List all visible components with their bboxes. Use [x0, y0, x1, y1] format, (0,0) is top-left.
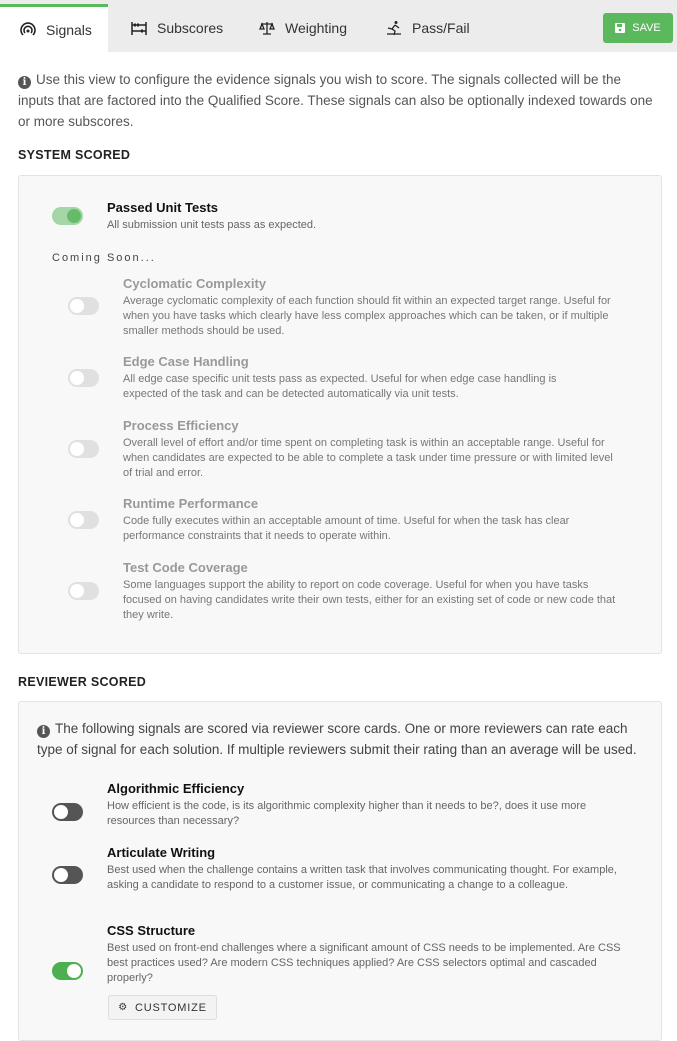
signal-title: Runtime Performance: [123, 496, 259, 511]
cogs-icon: ⚙: [118, 1002, 128, 1013]
signal-desc: Best used when the challenge contains a written task that involves communicating thought. For example, asking a candidate to respond to a customer issue, or communicating a change to a colleague.: [107, 864, 617, 891]
system-scored-panel: [18, 175, 662, 654]
articulate-writing-toggle[interactable]: [52, 866, 83, 884]
info-icon: i: [37, 725, 50, 738]
signal-icon: [20, 22, 36, 38]
intro-text: [18, 69, 658, 132]
test-code-coverage-toggle[interactable]: [68, 582, 99, 600]
signal-title: Algorithmic Efficiency: [107, 781, 245, 796]
signal-desc: Best used on front-end challenges where a significant amount of CSS needs to be implemented. Are CSS best practices used? Are modern CSS techniques applied? Are CSS selectors optimal and cascaded properly?: [107, 942, 621, 984]
signal-desc: Average cyclomatic complexity of each function should fit within an expected target range. Useful for when you have tasks which clearly have less complex approaches which can be taken, or if multiple smaller methods should be used.: [123, 295, 611, 337]
signal-title: Test Code Coverage: [123, 560, 248, 575]
algorithmic-efficiency-toggle[interactable]: [52, 803, 83, 821]
signal-articulate-writing: [107, 845, 627, 893]
scale-icon: [259, 20, 275, 36]
tab-subscores[interactable]: [131, 4, 223, 52]
signal-title: Edge Case Handling: [123, 354, 249, 369]
signal-title: Cyclomatic Complexity: [123, 276, 267, 291]
floppy-icon: [615, 23, 625, 33]
signal-cyclomatic-complexity: [123, 276, 618, 339]
signal-desc: Code fully executes within an acceptable amount of time. Useful for when the task has clear performance constraints that it needs to operate within.: [123, 515, 570, 542]
customize-button[interactable]: [108, 995, 217, 1020]
signal-title: Passed Unit Tests: [107, 200, 219, 215]
system-scored-heading: SYSTEM SCORED: [18, 148, 131, 162]
signal-title: Articulate Writing: [107, 845, 216, 860]
signal-desc: How efficient is the code, is its algorithmic complexity higher than it needs to be?, does it use more resources than necessary?: [107, 800, 587, 827]
tab-label: Subscores: [157, 20, 224, 36]
hurdle-icon: [386, 20, 402, 36]
tab-bar: [0, 0, 677, 52]
customize-label: CUSTOMIZE: [134, 1001, 207, 1014]
css-structure-toggle[interactable]: [52, 962, 83, 980]
coming-soon-label: Coming Soon...: [52, 252, 156, 264]
signal-test-code-coverage: [123, 560, 618, 623]
reviewer-scored-panel: [18, 701, 662, 1041]
runtime-performance-toggle[interactable]: [68, 511, 99, 529]
passed-unit-tests-toggle[interactable]: [52, 207, 83, 225]
signal-desc: All submission unit tests pass as expected.: [107, 219, 317, 231]
reviewer-info: [37, 718, 647, 760]
reviewer-info-label: The following signals are scored via reviewer score cards. One or more reviewers can rate each type of signal for each solution. If multiple reviewers submit their rating than an average will be used.: [37, 721, 637, 757]
signal-desc: Some languages support the ability to report on code coverage. Useful for when you have tasks focused on having candidates write their own tests, either for an existing set of code or new code that they write.: [123, 579, 616, 621]
tab-label: Signals: [46, 21, 92, 38]
cyclomatic-complexity-toggle[interactable]: [68, 297, 99, 315]
signal-passed-unit-tests: [107, 200, 627, 233]
signal-process-efficiency: [123, 418, 618, 481]
reviewer-scored-heading: REVIEWER SCORED: [18, 675, 147, 689]
signal-title: Process Efficiency: [123, 418, 239, 433]
save-button[interactable]: [603, 13, 673, 43]
info-icon: i: [18, 76, 31, 89]
signal-runtime-performance: [123, 496, 603, 544]
process-efficiency-toggle[interactable]: [68, 440, 99, 458]
edge-case-handling-toggle[interactable]: [68, 369, 99, 387]
tab-weighting[interactable]: [259, 4, 347, 52]
save-label: SAVE: [632, 22, 661, 34]
signal-desc: All edge case specific unit tests pass as expected. Useful for when edge case handling is expected of the task and can be detected automatically via unit tests.: [123, 373, 557, 400]
signal-edge-case-handling: [123, 354, 603, 402]
intro-label: Use this view to configure the evidence signals you wish to score. The signals collected will be the inputs that are factored into the Qualified Score. These signals can also be optionally indexed towards one or more subscores.: [18, 72, 653, 129]
abacus-icon: [131, 20, 147, 36]
signal-title: CSS Structure: [107, 923, 196, 938]
signal-css-structure: [107, 923, 637, 986]
tab-signals[interactable]: [0, 4, 108, 52]
signal-desc: Overall level of effort and/or time spent on completing task is within an acceptable range. Useful for when candidates are expected to be able to complete a task under time pressure or with limited level of trial and error.: [123, 437, 613, 479]
tab-pass-fail[interactable]: [386, 4, 470, 52]
signal-algorithmic-efficiency: [107, 781, 612, 829]
tab-label: Pass/Fail: [412, 20, 470, 36]
tab-label: Weighting: [285, 20, 348, 36]
